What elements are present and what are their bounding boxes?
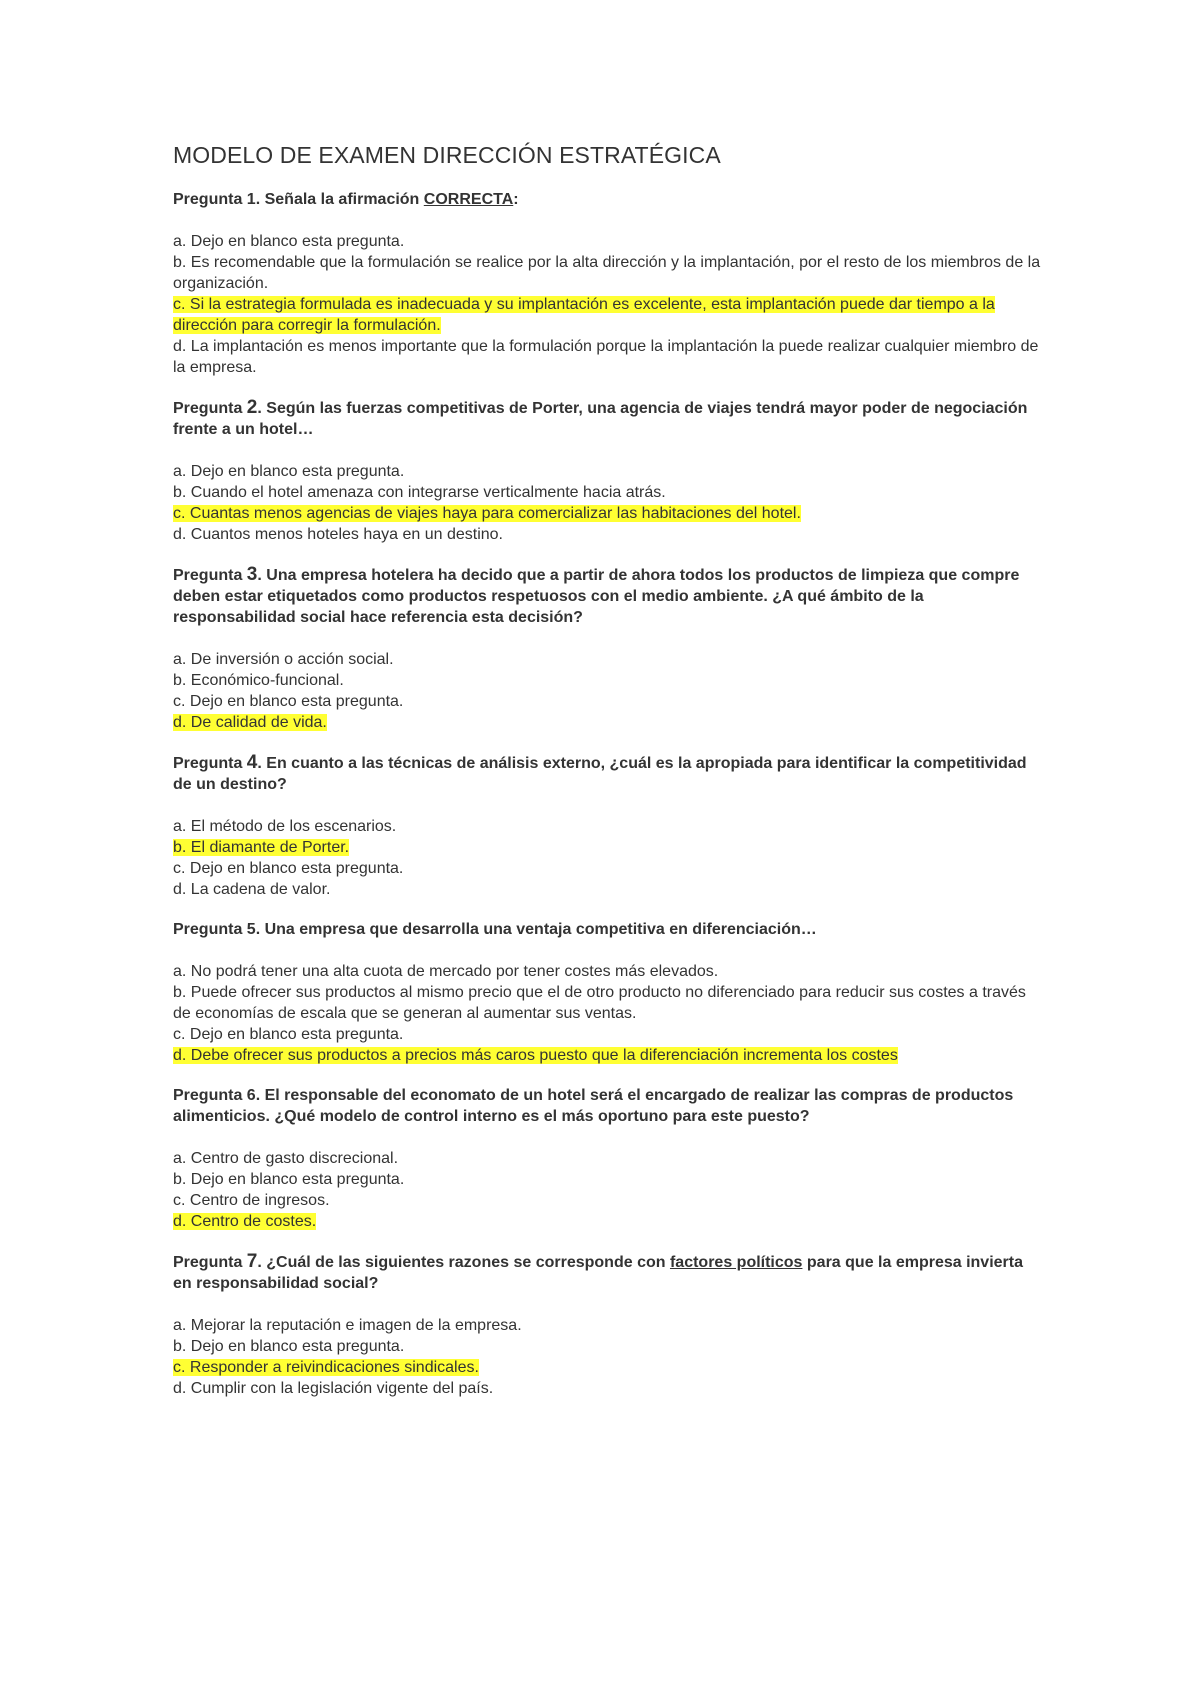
question-number: Pregunta 5. <box>173 921 261 938</box>
correct-answer-highlight: c. Cuantas menos agencias de viajes haya para comercializar las habitaciones del hotel. <box>173 505 801 522</box>
question-number: Pregunta 2. <box>173 397 262 418</box>
question-stem: Pregunta 5. Una empresa que desarrolla una ventaja competitiva en diferenciación… <box>173 921 817 938</box>
correct-answer-highlight: d. De calidad de vida. <box>173 714 327 731</box>
options-list <box>173 461 1043 545</box>
underlined-keyword: factores políticos <box>669 1254 803 1271</box>
option-a[interactable]: a. Dejo en blanco esta pregunta. <box>173 463 405 480</box>
question-number: Pregunta 3. <box>173 564 262 585</box>
option-b[interactable]: b. Es recomendable que la formulación se realice por la alta dirección y la implantación, por el resto de los miembros de la organización. <box>173 254 1041 292</box>
option-d-correct[interactable] <box>173 1211 1043 1232</box>
options-list <box>173 816 1043 900</box>
option-d[interactable]: d. Cuantos menos hoteles haya en un destino. <box>173 526 503 543</box>
option-a[interactable]: a. Mejorar la reputación e imagen de la empresa. <box>173 1317 522 1334</box>
options-list <box>173 649 1043 733</box>
question-stem: Pregunta 2. Según las fuerzas competitivas de Porter, una agencia de viajes tendrá mayor poder de negociación frente a un hotel… <box>173 397 1028 438</box>
option-b[interactable]: b. Económico-funcional. <box>173 672 344 689</box>
option-c-correct[interactable] <box>173 294 1043 336</box>
option-c[interactable]: c. Dejo en blanco esta pregunta. <box>173 693 404 710</box>
option-d[interactable]: d. Cumplir con la legislación vigente del país. <box>173 1380 494 1397</box>
option-d-correct[interactable] <box>173 712 1043 733</box>
correct-answer-highlight: c. Si la estrategia formulada es inadecuada y su implantación es excelente, esta implantación puede dar tiempo a la dirección para corregir la formulación. <box>173 296 995 334</box>
question-number: Pregunta 4. <box>173 752 262 773</box>
option-d[interactable]: d. La cadena de valor. <box>173 881 331 898</box>
option-b[interactable]: b. Cuando el hotel amenaza con integrarse verticalmente hacia atrás. <box>173 484 666 501</box>
question-stem: Pregunta 1. Señala la afirmación CORRECTA: <box>173 191 519 208</box>
question-6 <box>173 1085 1043 1232</box>
option-a[interactable]: a. No podrá tener una alta cuota de mercado por tener costes más elevados. <box>173 963 719 980</box>
question-3 <box>173 564 1043 733</box>
option-d-correct[interactable] <box>173 1045 1043 1066</box>
question-stem: Pregunta 3. Una empresa hotelera ha decido que a partir de ahora todos los productos de limpieza que compre deben estar etiquetados como productos respetuosos con el medio ambiente. ¿A qué ámbito de la responsabilidad social hace referencia esta decisión? <box>173 564 1020 626</box>
correct-answer-highlight: d. Debe ofrecer sus productos a precios más caros puesto que la diferenciación incrementa los costes <box>173 1047 898 1064</box>
option-d[interactable]: d. La implantación es menos importante que la formulación porque la implantación la puede realizar cualquier miembro de la empresa. <box>173 338 1039 376</box>
question-7 <box>173 1251 1043 1399</box>
option-c[interactable]: c. Dejo en blanco esta pregunta. <box>173 860 404 877</box>
option-b-correct[interactable] <box>173 837 1043 858</box>
question-number: Pregunta 1. <box>173 191 261 208</box>
option-c[interactable]: c. Dejo en blanco esta pregunta. <box>173 1026 404 1043</box>
option-a[interactable]: a. Dejo en blanco esta pregunta. <box>173 233 405 250</box>
option-c[interactable]: c. Centro de ingresos. <box>173 1192 330 1209</box>
option-b[interactable]: b. Dejo en blanco esta pregunta. <box>173 1171 405 1188</box>
option-c-correct[interactable] <box>173 503 1043 524</box>
correct-answer-highlight: d. Centro de costes. <box>173 1213 317 1230</box>
question-number: Pregunta 6. <box>173 1087 261 1104</box>
option-a[interactable]: a. Centro de gasto discrecional. <box>173 1150 399 1167</box>
option-b[interactable]: b. Dejo en blanco esta pregunta. <box>173 1338 405 1355</box>
options-list <box>173 231 1043 378</box>
question-4 <box>173 752 1043 900</box>
underlined-keyword: CORRECTA <box>423 191 514 208</box>
question-1 <box>173 189 1043 378</box>
question-2 <box>173 397 1043 545</box>
page-title: MODELO DE EXAMEN DIRECCIÓN ESTRATÉGICA <box>173 142 721 168</box>
option-b[interactable]: b. Puede ofrecer sus productos al mismo precio que el de otro producto no diferenciado para reducir sus costes a través de economías de escala que se generan al aumentar sus ventas. <box>173 984 1026 1022</box>
options-list <box>173 961 1043 1066</box>
option-c-correct[interactable] <box>173 1357 1043 1378</box>
question-5 <box>173 919 1043 1066</box>
question-stem: Pregunta 4. En cuanto a las técnicas de análisis externo, ¿cuál es la apropiada para identificar la competitividad de un destino? <box>173 752 1027 793</box>
question-stem: Pregunta 6. El responsable del economato de un hotel será el encargado de realizar las compras de productos alimenticios. ¿Qué modelo de control interno es el más oportuno para este puesto? <box>173 1087 1014 1125</box>
option-a[interactable]: a. El método de los escenarios. <box>173 818 397 835</box>
options-list <box>173 1315 1043 1399</box>
exam-page <box>173 142 1043 1418</box>
option-a[interactable]: a. De inversión o acción social. <box>173 651 394 668</box>
options-list <box>173 1148 1043 1232</box>
correct-answer-highlight: b. El diamante de Porter. <box>173 839 350 856</box>
correct-answer-highlight: c. Responder a reivindicaciones sindicales. <box>173 1359 479 1376</box>
question-stem: Pregunta 7. ¿Cuál de las siguientes razones se corresponde con factores políticos para que la empresa invierta en responsabilidad social? <box>173 1251 1023 1292</box>
question-number: Pregunta 7. <box>173 1251 262 1272</box>
